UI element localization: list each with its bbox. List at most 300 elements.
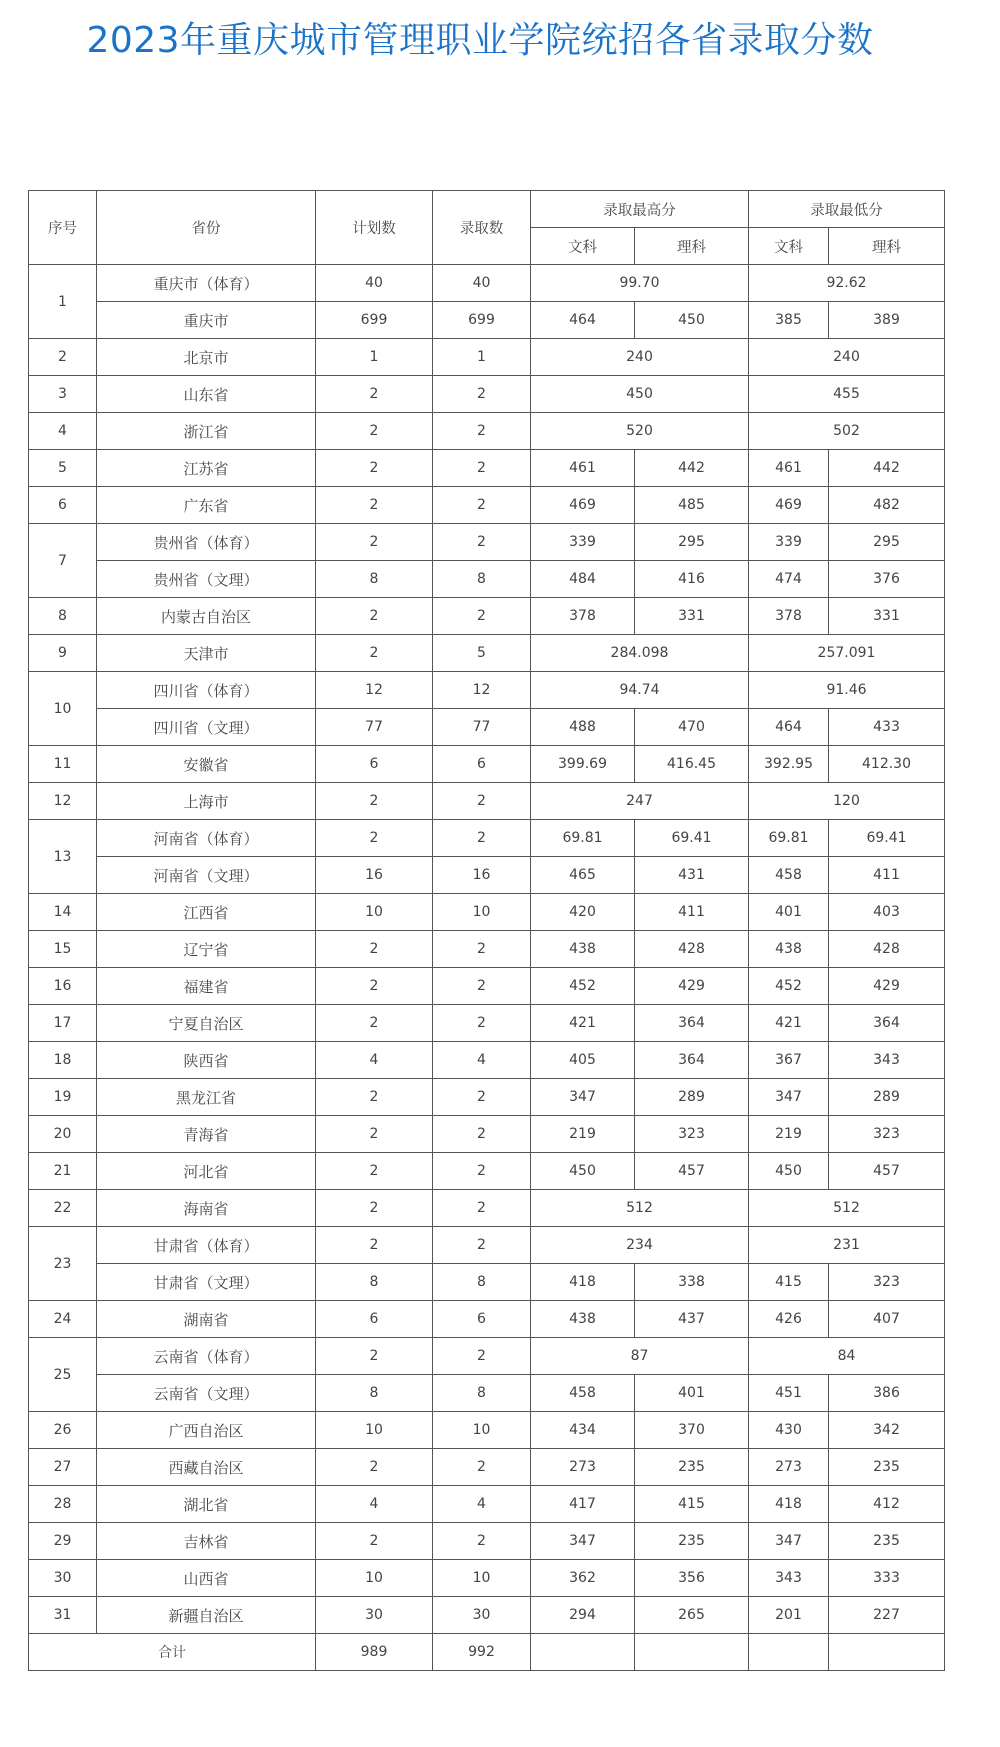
- plan-cell: 2: [316, 1079, 433, 1116]
- min-wen-cell: 418: [749, 1486, 829, 1523]
- min-score-cell: 502: [749, 413, 945, 450]
- max-wen-cell: 273: [531, 1449, 635, 1486]
- province-cell: 辽宁省: [97, 931, 316, 968]
- seq-cell: 9: [29, 635, 97, 672]
- table-row: [29, 561, 945, 598]
- min-wen-cell: 452: [749, 968, 829, 1005]
- admission-scores-table-container: [28, 190, 945, 1671]
- admit-cell: 8: [433, 561, 531, 598]
- province-cell: 河北省: [97, 1153, 316, 1190]
- max-wen-cell: 450: [531, 1153, 635, 1190]
- plan-cell: 2: [316, 783, 433, 820]
- province-cell: 重庆市（体育）: [97, 265, 316, 302]
- province-cell: 山西省: [97, 1560, 316, 1597]
- total-min-wen: [749, 1634, 829, 1671]
- province-cell: 重庆市: [97, 302, 316, 339]
- max-li-cell: 450: [635, 302, 749, 339]
- header-province: 省份: [97, 191, 316, 265]
- table-row: [29, 1264, 945, 1301]
- max-li-cell: 235: [635, 1449, 749, 1486]
- admit-cell: 2: [433, 820, 531, 857]
- table-row: [29, 672, 945, 709]
- seq-cell: 14: [29, 894, 97, 931]
- min-wen-cell: 392.95: [749, 746, 829, 783]
- seq-cell: 19: [29, 1079, 97, 1116]
- plan-cell: 4: [316, 1486, 433, 1523]
- min-li-cell: 386: [829, 1375, 945, 1412]
- plan-cell: 8: [316, 561, 433, 598]
- seq-cell: 13: [29, 820, 97, 894]
- max-wen-cell: 421: [531, 1005, 635, 1042]
- admit-cell: 2: [433, 1005, 531, 1042]
- max-li-cell: 69.41: [635, 820, 749, 857]
- province-cell: 黑龙江省: [97, 1079, 316, 1116]
- max-score-cell: 520: [531, 413, 749, 450]
- admit-cell: 40: [433, 265, 531, 302]
- admit-cell: 8: [433, 1264, 531, 1301]
- seq-cell: 7: [29, 524, 97, 598]
- max-wen-cell: 418: [531, 1264, 635, 1301]
- min-wen-cell: 451: [749, 1375, 829, 1412]
- table-row: [29, 1079, 945, 1116]
- plan-cell: 2: [316, 598, 433, 635]
- province-cell: 北京市: [97, 339, 316, 376]
- min-li-cell: 428: [829, 931, 945, 968]
- min-wen-cell: 438: [749, 931, 829, 968]
- min-wen-cell: 415: [749, 1264, 829, 1301]
- min-wen-cell: 347: [749, 1079, 829, 1116]
- table-row: [29, 783, 945, 820]
- table-row: [29, 968, 945, 1005]
- min-score-cell: 92.62: [749, 265, 945, 302]
- min-wen-cell: 474: [749, 561, 829, 598]
- plan-cell: 40: [316, 265, 433, 302]
- admit-cell: 2: [433, 783, 531, 820]
- province-cell: 宁夏自治区: [97, 1005, 316, 1042]
- admit-cell: 1: [433, 339, 531, 376]
- province-cell: 云南省（文理）: [97, 1375, 316, 1412]
- province-cell: 福建省: [97, 968, 316, 1005]
- seq-cell: 18: [29, 1042, 97, 1079]
- table-row: [29, 265, 945, 302]
- table-row: [29, 413, 945, 450]
- max-li-cell: 235: [635, 1523, 749, 1560]
- min-li-cell: 227: [829, 1597, 945, 1634]
- plan-cell: 77: [316, 709, 433, 746]
- max-score-cell: 284.098: [531, 635, 749, 672]
- min-li-cell: 323: [829, 1116, 945, 1153]
- min-wen-cell: 273: [749, 1449, 829, 1486]
- total-min-li: [829, 1634, 945, 1671]
- admit-cell: 10: [433, 1560, 531, 1597]
- province-cell: 山东省: [97, 376, 316, 413]
- seq-cell: 8: [29, 598, 97, 635]
- seq-cell: 31: [29, 1597, 97, 1634]
- seq-cell: 17: [29, 1005, 97, 1042]
- province-cell: 河南省（体育）: [97, 820, 316, 857]
- min-li-cell: 235: [829, 1523, 945, 1560]
- seq-cell: 5: [29, 450, 97, 487]
- seq-cell: 10: [29, 672, 97, 746]
- min-score-cell: 257.091: [749, 635, 945, 672]
- admit-cell: 2: [433, 1338, 531, 1375]
- province-cell: 天津市: [97, 635, 316, 672]
- province-cell: 西藏自治区: [97, 1449, 316, 1486]
- province-cell: 贵州省（文理）: [97, 561, 316, 598]
- province-cell: 广西自治区: [97, 1412, 316, 1449]
- province-cell: 贵州省（体育）: [97, 524, 316, 561]
- seq-cell: 21: [29, 1153, 97, 1190]
- min-wen-cell: 461: [749, 450, 829, 487]
- header-min-wen: 文科: [749, 228, 829, 265]
- seq-cell: 25: [29, 1338, 97, 1412]
- admit-cell: 2: [433, 413, 531, 450]
- min-li-cell: 69.41: [829, 820, 945, 857]
- min-li-cell: 407: [829, 1301, 945, 1338]
- min-li-cell: 412: [829, 1486, 945, 1523]
- max-score-cell: 512: [531, 1190, 749, 1227]
- table-row: [29, 1227, 945, 1264]
- max-wen-cell: 69.81: [531, 820, 635, 857]
- province-cell: 河南省（文理）: [97, 857, 316, 894]
- table-row: [29, 1597, 945, 1634]
- table-row: [29, 1190, 945, 1227]
- seq-cell: 20: [29, 1116, 97, 1153]
- seq-cell: 22: [29, 1190, 97, 1227]
- max-li-cell: 401: [635, 1375, 749, 1412]
- plan-cell: 2: [316, 635, 433, 672]
- min-wen-cell: 421: [749, 1005, 829, 1042]
- admit-cell: 6: [433, 1301, 531, 1338]
- admit-cell: 2: [433, 1523, 531, 1560]
- page-title: 2023年重庆城市管理职业学院统招各省录取分数: [86, 20, 874, 61]
- min-li-cell: 333: [829, 1560, 945, 1597]
- max-li-cell: 356: [635, 1560, 749, 1597]
- header-plan: 计划数: [316, 191, 433, 265]
- max-wen-cell: 405: [531, 1042, 635, 1079]
- plan-cell: 2: [316, 1005, 433, 1042]
- table-row: [29, 450, 945, 487]
- table-row: [29, 857, 945, 894]
- plan-cell: 2: [316, 376, 433, 413]
- min-wen-cell: 378: [749, 598, 829, 635]
- table-row: [29, 635, 945, 672]
- min-li-cell: 482: [829, 487, 945, 524]
- max-wen-cell: 347: [531, 1079, 635, 1116]
- plan-cell: 2: [316, 931, 433, 968]
- seq-cell: 6: [29, 487, 97, 524]
- max-wen-cell: 465: [531, 857, 635, 894]
- seq-cell: 4: [29, 413, 97, 450]
- total-max-wen: [531, 1634, 635, 1671]
- table-body: [29, 265, 945, 1634]
- min-wen-cell: 469: [749, 487, 829, 524]
- admit-cell: 2: [433, 968, 531, 1005]
- max-score-cell: 99.70: [531, 265, 749, 302]
- max-score-cell: 247: [531, 783, 749, 820]
- min-score-cell: 455: [749, 376, 945, 413]
- max-li-cell: 429: [635, 968, 749, 1005]
- max-li-cell: 428: [635, 931, 749, 968]
- max-li-cell: 295: [635, 524, 749, 561]
- plan-cell: 10: [316, 894, 433, 931]
- min-score-cell: 120: [749, 783, 945, 820]
- max-wen-cell: 461: [531, 450, 635, 487]
- province-cell: 安徽省: [97, 746, 316, 783]
- max-wen-cell: 417: [531, 1486, 635, 1523]
- min-li-cell: 442: [829, 450, 945, 487]
- min-li-cell: 376: [829, 561, 945, 598]
- province-cell: 吉林省: [97, 1523, 316, 1560]
- max-li-cell: 411: [635, 894, 749, 931]
- max-li-cell: 437: [635, 1301, 749, 1338]
- max-score-cell: 234: [531, 1227, 749, 1264]
- max-li-cell: 416: [635, 561, 749, 598]
- min-li-cell: 411: [829, 857, 945, 894]
- min-li-cell: 412.30: [829, 746, 945, 783]
- table-row: [29, 1042, 945, 1079]
- min-li-cell: 289: [829, 1079, 945, 1116]
- admit-cell: 6: [433, 746, 531, 783]
- admit-cell: 8: [433, 1375, 531, 1412]
- plan-cell: 4: [316, 1042, 433, 1079]
- plan-cell: 12: [316, 672, 433, 709]
- table-row: [29, 598, 945, 635]
- max-li-cell: 457: [635, 1153, 749, 1190]
- max-li-cell: 364: [635, 1005, 749, 1042]
- admit-cell: 2: [433, 376, 531, 413]
- header-seq: 序号: [29, 191, 97, 265]
- table-row: [29, 1486, 945, 1523]
- header-max-li: 理科: [635, 228, 749, 265]
- min-wen-cell: 339: [749, 524, 829, 561]
- seq-cell: 24: [29, 1301, 97, 1338]
- plan-cell: 2: [316, 524, 433, 561]
- min-li-cell: 389: [829, 302, 945, 339]
- plan-cell: 6: [316, 1301, 433, 1338]
- plan-cell: 2: [316, 487, 433, 524]
- province-cell: 四川省（文理）: [97, 709, 316, 746]
- header-max-wen: 文科: [531, 228, 635, 265]
- min-wen-cell: 458: [749, 857, 829, 894]
- plan-cell: 2: [316, 1449, 433, 1486]
- table-row: [29, 376, 945, 413]
- province-cell: 江西省: [97, 894, 316, 931]
- max-li-cell: 364: [635, 1042, 749, 1079]
- min-score-cell: 84: [749, 1338, 945, 1375]
- admission-scores-table: [28, 190, 945, 1671]
- table-row: [29, 894, 945, 931]
- max-wen-cell: 399.69: [531, 746, 635, 783]
- plan-cell: 16: [316, 857, 433, 894]
- admit-cell: 699: [433, 302, 531, 339]
- plan-cell: 2: [316, 1190, 433, 1227]
- max-li-cell: 331: [635, 598, 749, 635]
- table-row: [29, 1412, 945, 1449]
- max-li-cell: 289: [635, 1079, 749, 1116]
- province-cell: 甘肃省（体育）: [97, 1227, 316, 1264]
- min-wen-cell: 401: [749, 894, 829, 931]
- max-li-cell: 485: [635, 487, 749, 524]
- province-cell: 甘肃省（文理）: [97, 1264, 316, 1301]
- admit-cell: 2: [433, 931, 531, 968]
- admit-cell: 2: [433, 1190, 531, 1227]
- seq-cell: 2: [29, 339, 97, 376]
- table-row: [29, 1005, 945, 1042]
- plan-cell: 8: [316, 1264, 433, 1301]
- plan-cell: 30: [316, 1597, 433, 1634]
- table-header: [29, 191, 945, 265]
- plan-cell: 1: [316, 339, 433, 376]
- province-cell: 浙江省: [97, 413, 316, 450]
- seq-cell: 26: [29, 1412, 97, 1449]
- admit-cell: 2: [433, 1153, 531, 1190]
- province-cell: 上海市: [97, 783, 316, 820]
- admit-cell: 2: [433, 1449, 531, 1486]
- header-max-score: 录取最高分: [531, 191, 749, 228]
- max-wen-cell: 458: [531, 1375, 635, 1412]
- max-wen-cell: 362: [531, 1560, 635, 1597]
- max-wen-cell: 339: [531, 524, 635, 561]
- seq-cell: 23: [29, 1227, 97, 1301]
- province-cell: 陕西省: [97, 1042, 316, 1079]
- max-li-cell: 415: [635, 1486, 749, 1523]
- seq-cell: 27: [29, 1449, 97, 1486]
- province-cell: 广东省: [97, 487, 316, 524]
- min-li-cell: 433: [829, 709, 945, 746]
- max-wen-cell: 484: [531, 561, 635, 598]
- max-wen-cell: 294: [531, 1597, 635, 1634]
- province-cell: 湖南省: [97, 1301, 316, 1338]
- province-cell: 内蒙古自治区: [97, 598, 316, 635]
- table-row: [29, 487, 945, 524]
- admit-cell: 10: [433, 894, 531, 931]
- plan-cell: 2: [316, 1523, 433, 1560]
- max-wen-cell: 488: [531, 709, 635, 746]
- table-row: [29, 746, 945, 783]
- max-wen-cell: 434: [531, 1412, 635, 1449]
- min-score-cell: 512: [749, 1190, 945, 1227]
- plan-cell: 699: [316, 302, 433, 339]
- total-label: 合计: [29, 1634, 316, 1671]
- max-li-cell: 338: [635, 1264, 749, 1301]
- min-wen-cell: 367: [749, 1042, 829, 1079]
- table-row: [29, 1153, 945, 1190]
- table-row: [29, 709, 945, 746]
- header-row-top: [29, 191, 945, 228]
- province-cell: 湖北省: [97, 1486, 316, 1523]
- min-li-cell: 295: [829, 524, 945, 561]
- province-cell: 青海省: [97, 1116, 316, 1153]
- min-wen-cell: 219: [749, 1116, 829, 1153]
- min-li-cell: 323: [829, 1264, 945, 1301]
- seq-cell: 28: [29, 1486, 97, 1523]
- table-row: [29, 1301, 945, 1338]
- plan-cell: 2: [316, 1153, 433, 1190]
- province-cell: 海南省: [97, 1190, 316, 1227]
- min-wen-cell: 69.81: [749, 820, 829, 857]
- admit-cell: 30: [433, 1597, 531, 1634]
- seq-cell: 15: [29, 931, 97, 968]
- table-row: [29, 524, 945, 561]
- plan-cell: 2: [316, 1116, 433, 1153]
- min-score-cell: 240: [749, 339, 945, 376]
- max-score-cell: 94.74: [531, 672, 749, 709]
- min-wen-cell: 201: [749, 1597, 829, 1634]
- max-li-cell: 431: [635, 857, 749, 894]
- plan-cell: 8: [316, 1375, 433, 1412]
- plan-cell: 2: [316, 413, 433, 450]
- plan-cell: 2: [316, 1227, 433, 1264]
- table-row: [29, 1523, 945, 1560]
- header-admit: 录取数: [433, 191, 531, 265]
- min-li-cell: 403: [829, 894, 945, 931]
- max-wen-cell: 452: [531, 968, 635, 1005]
- max-score-cell: 240: [531, 339, 749, 376]
- province-cell: 江苏省: [97, 450, 316, 487]
- max-li-cell: 470: [635, 709, 749, 746]
- min-li-cell: 343: [829, 1042, 945, 1079]
- table-row: [29, 931, 945, 968]
- min-wen-cell: 426: [749, 1301, 829, 1338]
- max-score-cell: 87: [531, 1338, 749, 1375]
- admit-cell: 10: [433, 1412, 531, 1449]
- table-row: [29, 1375, 945, 1412]
- province-cell: 新疆自治区: [97, 1597, 316, 1634]
- seq-cell: 29: [29, 1523, 97, 1560]
- admit-cell: 5: [433, 635, 531, 672]
- province-cell: 四川省（体育）: [97, 672, 316, 709]
- table-footer: [29, 1634, 945, 1671]
- max-li-cell: 265: [635, 1597, 749, 1634]
- min-wen-cell: 430: [749, 1412, 829, 1449]
- seq-cell: 11: [29, 746, 97, 783]
- plan-cell: 2: [316, 450, 433, 487]
- seq-cell: 12: [29, 783, 97, 820]
- min-li-cell: 457: [829, 1153, 945, 1190]
- admit-cell: 12: [433, 672, 531, 709]
- admit-cell: 4: [433, 1042, 531, 1079]
- table-row: [29, 1338, 945, 1375]
- admit-cell: 2: [433, 1116, 531, 1153]
- min-li-cell: 429: [829, 968, 945, 1005]
- admit-cell: 2: [433, 1079, 531, 1116]
- max-wen-cell: 438: [531, 931, 635, 968]
- min-li-cell: 364: [829, 1005, 945, 1042]
- min-score-cell: 91.46: [749, 672, 945, 709]
- max-wen-cell: 464: [531, 302, 635, 339]
- admit-cell: 4: [433, 1486, 531, 1523]
- admit-cell: 2: [433, 487, 531, 524]
- min-li-cell: 342: [829, 1412, 945, 1449]
- seq-cell: 16: [29, 968, 97, 1005]
- max-wen-cell: 438: [531, 1301, 635, 1338]
- admit-cell: 16: [433, 857, 531, 894]
- table-row: [29, 302, 945, 339]
- max-li-cell: 370: [635, 1412, 749, 1449]
- table-row: [29, 1560, 945, 1597]
- seq-cell: 30: [29, 1560, 97, 1597]
- max-wen-cell: 219: [531, 1116, 635, 1153]
- min-wen-cell: 385: [749, 302, 829, 339]
- plan-cell: 2: [316, 1338, 433, 1375]
- max-wen-cell: 347: [531, 1523, 635, 1560]
- admit-cell: 2: [433, 598, 531, 635]
- max-li-cell: 416.45: [635, 746, 749, 783]
- plan-cell: 6: [316, 746, 433, 783]
- admit-cell: 2: [433, 524, 531, 561]
- total-row: [29, 1634, 945, 1671]
